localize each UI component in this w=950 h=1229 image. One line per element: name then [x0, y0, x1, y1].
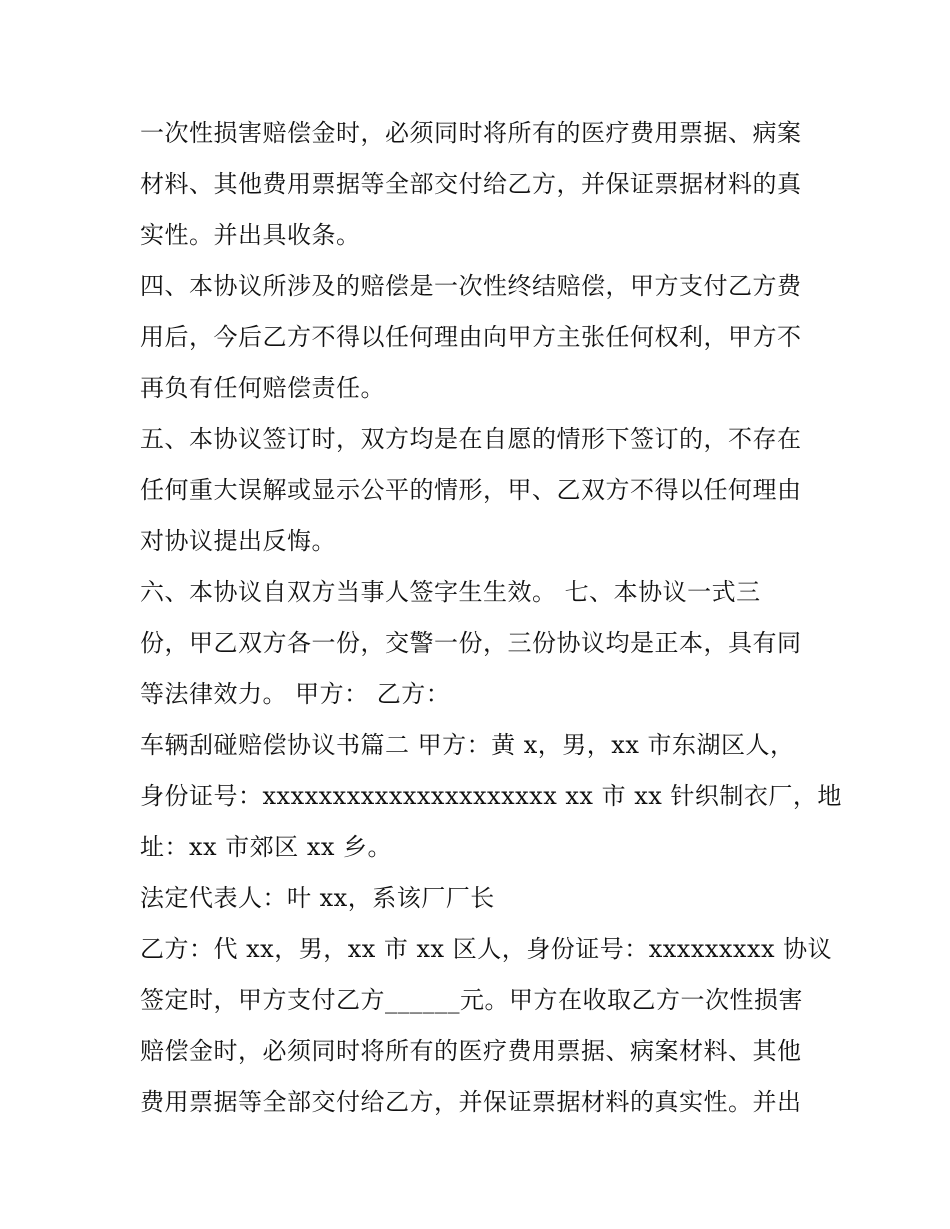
text-line: 用后，今后乙方不得以任何理由向甲方主张任何权利，甲方不: [140, 323, 802, 351]
text-line: 费用票据等全部交付给乙方，并保证票据材料的真实性。并出: [140, 1088, 802, 1116]
text-line: 一次性损害赔偿金时，必须同时将所有的医疗费用票据、病案: [140, 119, 802, 147]
text-line: 五、本协议签订时，双方均是在自愿的情形下签订的，不存在: [140, 425, 802, 453]
text-line: 实性。并出具收条。: [140, 221, 361, 249]
text-line: 份，甲乙双方各一份，交警一份，三份协议均是正本，具有同: [140, 629, 802, 657]
text-line: 身份证号：xxxxxxxxxxxxxxxxxxxxx xx 市 xx 针织制衣厂，地: [140, 782, 842, 810]
text-line: 材料、其他费用票据等全部交付给乙方，并保证票据材料的真: [140, 170, 802, 198]
text-line: 赔偿金时，必须同时将所有的医疗费用票据、病案材料、其他: [140, 1037, 802, 1065]
text-line: 对协议提出反悔。: [140, 527, 336, 555]
text-line: 址：xx 市郊区 xx 乡。: [140, 833, 393, 861]
text-line: 乙方：代 xx，男，xx 市 xx 区人，身份证号：xxxxxxxxx 协议: [140, 935, 833, 963]
text-line: 四、本协议所涉及的赔偿是一次性终结赔偿，甲方支付乙方费: [140, 272, 802, 300]
text-line: 法定代表人：叶 xx，系该厂厂长: [140, 884, 495, 912]
text-line: 六、本协议自双方当事人签字生生效。 七、本协议一式三: [140, 578, 761, 606]
document-body: [140, 108, 842, 1128]
text-line: 任何重大误解或显示公平的情形，甲、乙双方不得以任何理由: [140, 476, 802, 504]
text-line: 再负有任何赔偿责任。: [140, 374, 385, 402]
text-line: 等法律效力。 甲方： 乙方：: [140, 680, 451, 708]
text-line: 车辆刮碰赔偿协议书篇二 甲方：黄 x，男，xx 市东湖区人，: [140, 731, 795, 759]
text-line: 签定时，甲方支付乙方______元。甲方在收取乙方一次性损害: [140, 986, 803, 1014]
